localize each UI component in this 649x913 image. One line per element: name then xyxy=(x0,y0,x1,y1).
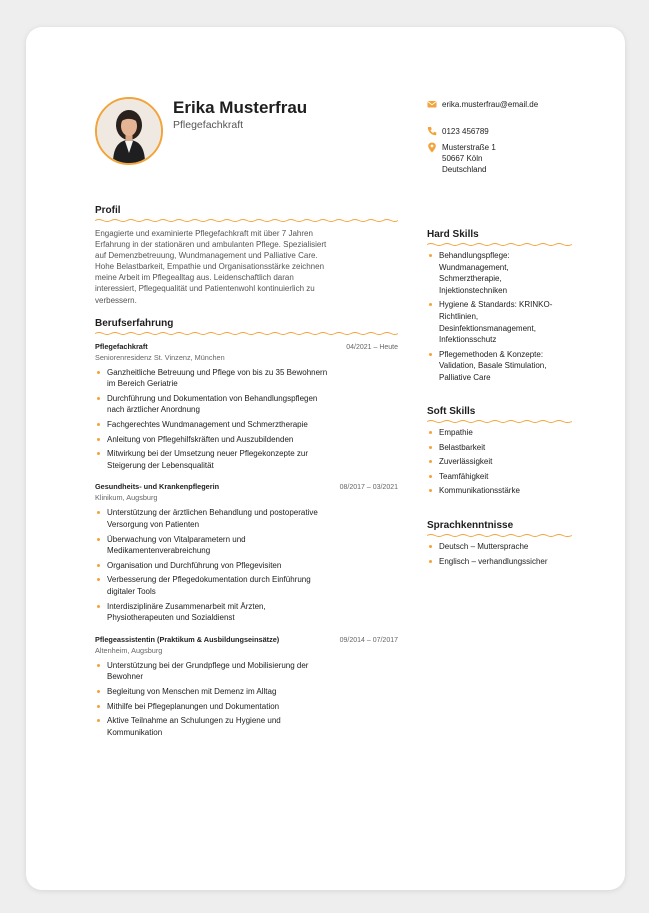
job-entry xyxy=(95,342,398,472)
soft-skills-heading: Soft Skills xyxy=(427,406,476,417)
list-item: Belastbarkeit xyxy=(427,442,572,454)
job-header xyxy=(95,635,398,646)
list-item: Anleitung von Pflegehilfskräften und Auszubildenden xyxy=(95,434,398,446)
email-text: erika.musterfrau@email.de xyxy=(442,100,539,109)
phone-text: 0123 456789 xyxy=(442,127,489,136)
list-item: Überwachung von Vitalparametern und Medikamentenverabreichung xyxy=(95,534,398,557)
job-employer: Seniorenresidenz St. Vinzenz, München xyxy=(95,352,225,362)
section-divider xyxy=(427,242,572,247)
list-item: Aktive Teilnahme an Schulungen zu Hygiene und Kommunikation xyxy=(95,715,398,738)
profile-line: Hohe Belastbarkeit, Empathie und Organisationsstärke zeichnen xyxy=(95,262,325,272)
section-divider xyxy=(427,533,572,538)
phone-icon xyxy=(427,126,437,139)
list-item: Unterstützung bei der Grundpflege und Mobilisierung der Bewohner xyxy=(95,660,398,683)
resume-page xyxy=(26,27,625,890)
languages-section xyxy=(427,520,572,567)
profile-heading: Profil xyxy=(95,205,121,216)
job-position: Pflegeassistentin (Praktikum & Ausbildungseinsätze) xyxy=(95,634,280,644)
location-pin-icon xyxy=(427,142,437,156)
profile-line: Erfahrung in der stationären und ambulanten Pflege. Spezialisiert xyxy=(95,240,327,250)
contact-phone xyxy=(427,126,489,139)
profile-line: auf Demenzbetreuung, Wundmanagement und Palliative Care. xyxy=(95,251,318,261)
section-divider xyxy=(95,331,398,336)
list-item: Verbesserung der Pflegedokumentation durch Einführung digitaler Tools xyxy=(95,574,398,597)
soft-skills-section xyxy=(427,406,572,497)
job-employer: Altenheim, Augsburg xyxy=(95,645,163,655)
languages-heading: Sprachkenntnisse xyxy=(427,520,514,531)
mail-icon xyxy=(427,99,437,112)
profile-photo xyxy=(95,97,163,165)
job-date: 04/2021 – Heute xyxy=(346,343,398,351)
address-line: Deutschland xyxy=(442,165,487,174)
job-entry xyxy=(95,482,398,623)
list-item: Teamfähigkeit xyxy=(427,471,572,483)
experience-heading: Berufserfahrung xyxy=(95,317,174,329)
job-date: 09/2014 – 07/2017 xyxy=(339,636,398,644)
experience-section xyxy=(95,318,398,739)
list-item: Englisch – verhandlungssicher xyxy=(427,556,572,568)
hard-skills-heading: Hard Skills xyxy=(427,229,479,240)
profile-line: meine Arbeit im Pflegealltag aus. Leidenschaftlich daran xyxy=(95,273,294,283)
list-item: Organisation und Durchführung von Pflegevisiten xyxy=(95,560,398,572)
job-position: Pflegefachkraft xyxy=(95,341,148,351)
list-item: Hygiene & Standards: KRINKO- Richtlinien, Desinfektionsmanagement, Infektionsschutz xyxy=(427,299,572,345)
list-item: Fachgerechtes Wundmanagement und Schmerztherapie xyxy=(95,419,398,431)
job-entry xyxy=(95,635,398,739)
job-bullets xyxy=(95,660,398,739)
languages-list xyxy=(427,541,572,567)
list-item: Interdisziplinäre Zusammenarbeit mit Ärzten, Physiotherapeuten und Sozialdienst xyxy=(95,601,398,624)
list-item: Deutsch – Muttersprache xyxy=(427,541,572,553)
profile-section xyxy=(95,205,398,306)
job-position: Gesundheits- und Krankenpflegerin xyxy=(95,482,220,492)
job-title: Pflegefachkraft xyxy=(173,119,244,131)
job-date: 08/2017 – 03/2021 xyxy=(339,484,398,492)
list-item: Pflegemethoden & Konzepte: Validation, Basale Stimulation, Palliative Care xyxy=(427,349,572,384)
resume-header xyxy=(95,97,398,199)
address-line: 50667 Köln xyxy=(442,154,483,163)
profile-line: interessiert, Pflegequalität und Patientenwohl kontinuierlich zu xyxy=(95,284,315,294)
job-header xyxy=(95,482,398,493)
list-item: Unterstützung der ärztlichen Behandlung und postoperative Versorgung von Patienten xyxy=(95,507,398,530)
address-text xyxy=(442,142,496,175)
job-header xyxy=(95,342,398,353)
job-employer: Klinikum, Augsburg xyxy=(95,493,158,503)
profile-line: verbessern. xyxy=(95,295,137,305)
job-bullets xyxy=(95,507,398,623)
section-divider xyxy=(95,218,398,223)
main-column xyxy=(95,97,398,738)
address-line: Musterstraße 1 xyxy=(442,143,496,152)
hard-skills-list xyxy=(427,250,572,384)
soft-skills-list xyxy=(427,427,572,497)
list-item: Mitwirkung bei der Umsetzung neuer Pflegekonzepte zur Steigerung der Lebensqualität xyxy=(95,448,398,471)
list-item: Behandlungspflege: Wundmanagement, Schmerztherapie, Injektionstechniken xyxy=(427,250,572,296)
list-item: Mithilfe bei Pflegeplanungen und Dokumentation xyxy=(95,701,398,713)
profile-text xyxy=(95,228,398,306)
list-item: Zuverlässigkeit xyxy=(427,456,572,468)
profile-line: Engagierte und examinierte Pflegefachkraft mit über 7 Jahren xyxy=(95,229,313,238)
list-item: Ganzheitliche Betreuung und Pflege von bis zu 35 Bewohnern im Bereich Geriatrie xyxy=(95,367,398,390)
full-name: Erika Musterfrau xyxy=(173,98,308,117)
list-item: Begleitung von Menschen mit Demenz im Alltag xyxy=(95,686,398,698)
contact-email xyxy=(427,99,538,112)
list-item: Empathie xyxy=(427,427,572,439)
list-item: Kommunikationsstärke xyxy=(427,485,572,497)
section-divider xyxy=(427,419,572,424)
list-item: Durchführung und Dokumentation von Behandlungspflegen nach ärztlicher Anordnung xyxy=(95,393,398,416)
name-block xyxy=(173,98,307,132)
contact-address xyxy=(427,142,496,175)
hard-skills-section xyxy=(427,229,572,384)
job-bullets xyxy=(95,367,398,472)
